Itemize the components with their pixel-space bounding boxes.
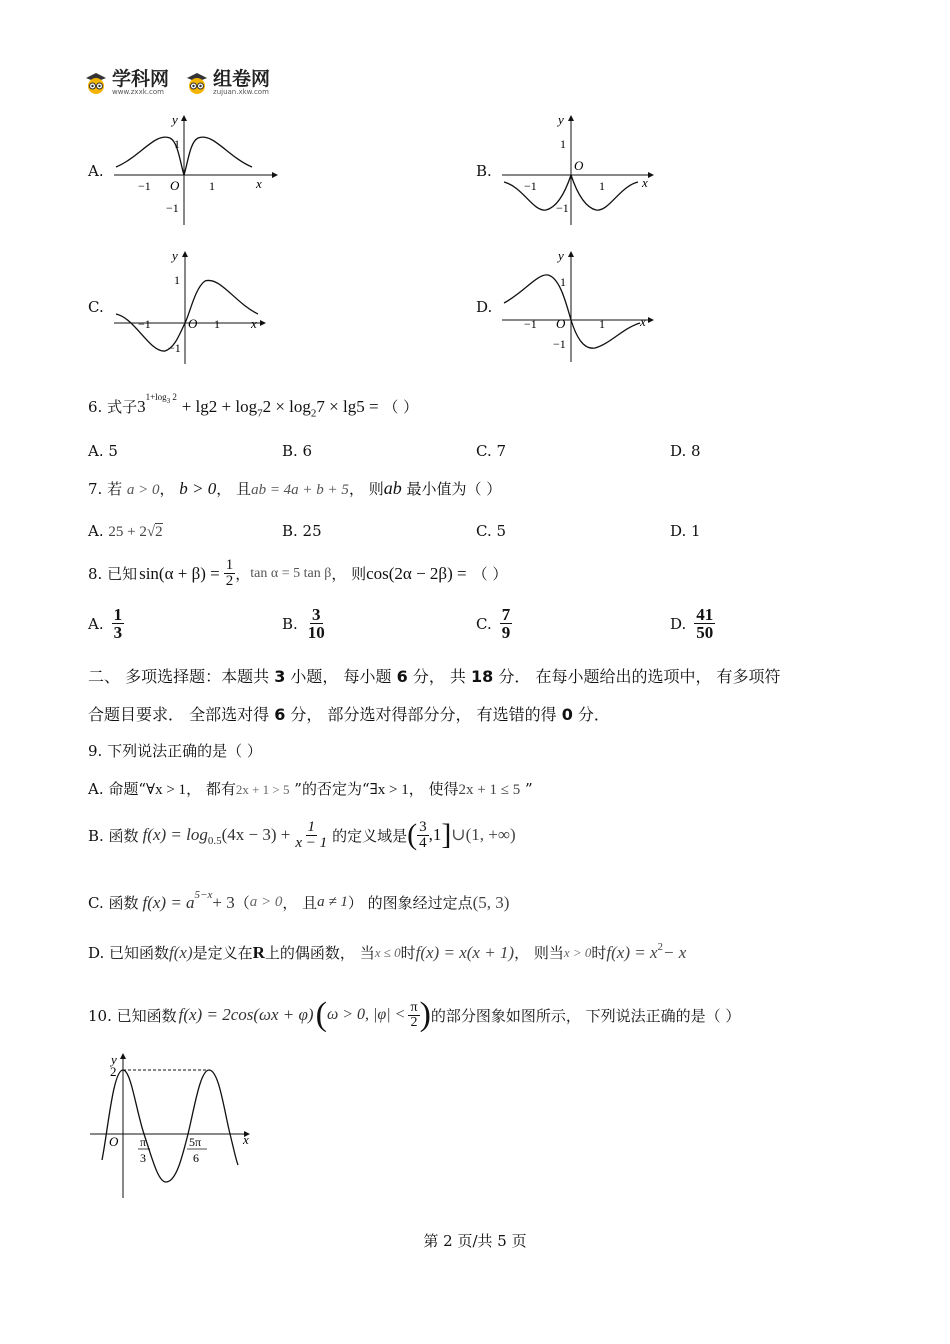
q8-sep: ， 则 [331,565,367,583]
q7-cond3: ab = 4a + b + 5 [251,482,349,498]
q5-graph-c [110,248,280,366]
q9-d-math: f(x) [169,942,193,962]
q8-half-num: 1 [225,557,234,573]
q8-option-den: 10 [307,623,325,642]
q5-graph-d [498,248,668,366]
q6-option-c[interactable]: C. 7 [476,442,507,460]
q6-stem [88,392,419,420]
q9-d-text: 是定义在 [192,944,253,962]
q8-half-den: 2 [225,573,234,589]
q9-option-a[interactable] [88,778,533,799]
y-label: y [111,1052,117,1067]
q9-a-math: ∀x > 1 [146,782,187,798]
q9-d-math: x ≤ 0 [374,944,401,960]
q10-text: 的部分图象如图所示， 下列说法正确的是（ ） [430,1006,741,1025]
section2-text: 分， 共 [407,667,471,686]
q9-b-math: (4x − 3) + [221,825,291,844]
q5-graph-a [110,112,280,227]
q10-math: ω > 0, |φ| < [326,1006,406,1023]
q9-c-exp: 5−x [194,888,213,901]
x-label: x [256,176,262,191]
q5-option-d-label: D. [476,298,493,316]
q6-expr-rest: + lg2 + log [181,397,258,416]
q8-option-label: D. [670,614,687,633]
q9-a-text: ， 都有 [186,780,236,798]
q5-option-b-label: B. [476,162,492,180]
tick-two: 2 [110,1064,117,1079]
tick-three: 3 [140,1151,146,1165]
section2-text: 二、 多项选择题：本题共 [88,667,275,686]
x-label: x [640,314,646,329]
q5-option-c-label: C. [88,298,104,316]
q9-b-text: 的定义域是 [332,826,408,845]
tick-neg-one: −1 [556,201,569,215]
q9-d-text: D. 已知函数 [88,944,170,962]
logo2-url: zujuan.xkw.com [213,88,269,96]
q6-option-b[interactable]: B. 6 [282,442,313,460]
q10-math: f(x) = 2cos(ωx + φ) [178,1005,314,1024]
q6-expr-end: 7 × lg5 = [316,397,379,416]
q6-option-d[interactable]: D. 8 [670,442,701,460]
q5-graph-b [498,112,668,227]
q7-target: ab [383,478,402,498]
logo1-name: 学科网 [112,68,170,90]
q7-cond2: b > 0 [179,479,217,498]
tick-neg-one: −1 [166,201,179,215]
origin-label: O [109,1134,119,1149]
q9-c-math: + 3 [212,892,235,912]
q9-option-b[interactable]: B. 函数 f(x) = log $_{0.5}$ (4x − 3) + $\frac{1}{x - 1}$ 的定义域是 ( $\frac{3}{4}$ ,1 ] ∪(1, +∞) [88,818,516,851]
q9-a-text: A. 命题“ [88,780,147,798]
origin-label: O [170,178,180,193]
owl-icon [84,71,108,95]
section2-text: 分， 部分选对得部分分， 有选错的得 [285,705,562,724]
q9-d-math: f(x) = x(x + 1) [415,942,515,962]
q8-option-label: B. [282,614,298,633]
origin-label: O [556,316,566,331]
tick-one: 1 [209,179,215,193]
q8-option-b[interactable] [282,606,327,641]
q7-option-a-root: 2 [155,524,163,540]
tick-one: 1 [174,273,180,287]
tick-neg-one: −1 [168,341,181,355]
q10-frac-num: π [410,999,418,1015]
section2-num: 6 [274,705,286,724]
q7-sep: ， 且 [216,480,252,498]
q9-a-text: ” [520,780,533,798]
section2-num: 0 [561,705,573,724]
xueke-logo [84,70,169,96]
zujuan-logo [185,70,270,96]
q8-option-num: 41 [696,605,714,624]
q10-text: 10. 已知函数 [88,1006,177,1025]
q7-option-c[interactable]: C. 5 [476,522,507,540]
x-label: x [243,1132,249,1147]
q8-option-den: 9 [501,623,511,642]
section2-text: 合题目要求． 全部选对得 [88,705,275,724]
q9-c-math: (5, 3) [472,892,510,912]
q8-option-a[interactable] [88,606,124,641]
section2-line2 [88,702,610,725]
q6-prefix: 6. 式子 [88,398,138,416]
q7-option-a-label: A. [88,522,104,540]
q8-option-d[interactable] [670,606,715,641]
q9-b-frac-den: x − 1 [295,834,328,851]
q6-exp: 1+log [145,392,167,402]
q7-option-d[interactable]: D. 1 [670,522,701,540]
q8-option-den: 50 [696,623,714,642]
tick-pi: π [140,1135,147,1149]
q9-d-math: R [252,942,265,962]
q7-num: 7. 若 [88,480,123,498]
tick-neg-one: −1 [524,179,537,193]
q6-sub2: 2 [310,407,317,420]
x-label: x [642,175,648,190]
q9-c-text: ） 的图象经过定点 [347,894,473,912]
q6-exp-sub: 3 [166,396,171,405]
q9-a-text: ”的否定为“ [289,780,370,798]
tick-one: 1 [560,137,566,151]
q9-b-math: ∪(1, +∞) [451,825,516,844]
q9-b-sub: 0.5 [207,835,222,847]
tick-one: 1 [599,179,605,193]
q6-base: 3 [137,397,146,416]
q9-option-d[interactable] [88,942,686,963]
tick-fivepi: 5π [189,1135,202,1149]
tick-six: 6 [193,1151,199,1165]
tick-one: 1 [599,317,605,331]
section2-num: 3 [274,667,286,686]
owl-icon [185,71,209,95]
q9-d-math: x > 0 [563,944,592,960]
q7-stem [88,478,501,499]
q9-b-frac-num: 3 [419,818,427,835]
tick-one: 1 [214,317,220,331]
q6-sub7: 7 [257,407,263,420]
q8-cos-expr: cos(2α − 2β) = [366,563,467,583]
q6-expr-mid: 2 × log [262,397,311,416]
q9-c-math: a ≠ 1 [317,894,348,910]
q8-option-c[interactable] [476,606,512,641]
q8-option-num: 3 [312,605,321,624]
y-label: y [172,248,178,263]
q10-stem: 10. 已知函数 f(x) = 2cos(ωx + φ) ( ω > 0, |φ| < $\frac{\pi}{2}$ ) 的部分图象如图所示， 下列说法正确的是（ ） [88,996,741,1033]
tick-neg-one: −1 [138,179,151,193]
q10-graph [86,1050,256,1200]
q9-a-math: 2x + 1 > 5 [235,782,290,797]
q9-d-text: 上的偶函数， 当 [264,944,375,962]
q8-option-label: C. [476,614,492,633]
q9-d-sup: 2 [657,940,664,953]
section2-line1 [88,664,781,687]
tick-neg-one: −1 [524,317,537,331]
q9-a-math: ∃x > 1 [369,782,409,798]
y-label: y [558,248,564,263]
q9-b-frac-num: 1 [307,818,315,835]
q9-option-c[interactable] [88,888,510,913]
q7-option-a[interactable]: A. 25 + 2√2 [88,522,163,540]
q8-option-label: A. [88,614,104,633]
q9-b-math: f(x) = log [142,825,208,844]
header-logos [84,70,270,96]
x-label: x [251,316,257,331]
tick-one: 1 [174,137,180,151]
section2-text: 分． 在每小题给出的选项中， 有多项符 [493,667,781,686]
q6-option-a[interactable]: A. 5 [88,442,118,460]
q9-b-text: B. 函数 [88,826,139,845]
q8-paren: （ ） [472,565,508,583]
q7-sep: ， 则 [348,480,384,498]
origin-label: O [188,316,198,331]
q7-tail: 最小值为（ ） [401,480,502,498]
q8-tan-expr: tan α = 5 tan β [250,565,332,581]
page-number: 第 2 页/共 5 页 [423,1232,527,1250]
tick-one: 1 [560,275,566,289]
q9-d-text: 时 [591,944,607,962]
q8-option-num: 7 [501,605,511,624]
q8-option-den: 3 [113,623,123,642]
q7-sep: ， [159,480,175,498]
q8-option-num: 1 [113,605,123,624]
q9-a-text: ， 使得 [408,780,459,798]
q9-a-math: 2x + 1 ≤ 5 [458,782,521,798]
section2-num: 18 [471,667,494,686]
section2-num: 6 [396,667,408,686]
origin-label: O [574,158,584,173]
q9-stem: 9. 下列说法正确的是（ ） [88,742,262,760]
q9-c-text: C. 函数 [88,894,139,912]
q7-option-b[interactable]: B. 25 [282,522,322,540]
y-label: y [172,112,178,127]
q7-option-a-expr: 25 + 2 [108,524,147,540]
q9-d-math: − x [663,942,687,962]
q6-exp-tail: 2 [170,392,177,402]
q9-c-text: ， 且 [282,894,318,912]
tick-neg-one: −1 [553,337,566,351]
q9-b-frac-den: 4 [419,834,427,851]
q9-c-text: （ [234,894,250,912]
q9-c-math: f(x) = a [142,892,195,912]
q6-paren: （ ） [383,398,419,416]
q9-d-text: 时 [400,944,416,962]
logo2-name: 组卷网 [213,68,271,90]
q9-c-math: a > 0 [249,894,283,910]
q8-sep: ， [235,565,251,583]
q9-d-text: ， 则当 [514,944,564,962]
q8-num: 8. 已知 [88,565,138,583]
q8-stem [88,558,507,589]
section2-text: 小题， 每小题 [285,667,397,686]
q9-d-math: f(x) = x [606,942,658,962]
q9-b-math: ,1 [428,825,442,844]
q5-option-a-label: A. [88,162,104,180]
tick-neg-one: −1 [138,317,151,331]
q7-cond1: a > 0 [126,482,160,498]
y-label: y [558,112,564,127]
logo1-url: www.zxxk.com [112,88,164,96]
q8-sin-expr: sin(α + β) = [139,563,220,583]
q10-frac-den: 2 [410,1014,418,1030]
section2-text: 分． [572,705,610,724]
